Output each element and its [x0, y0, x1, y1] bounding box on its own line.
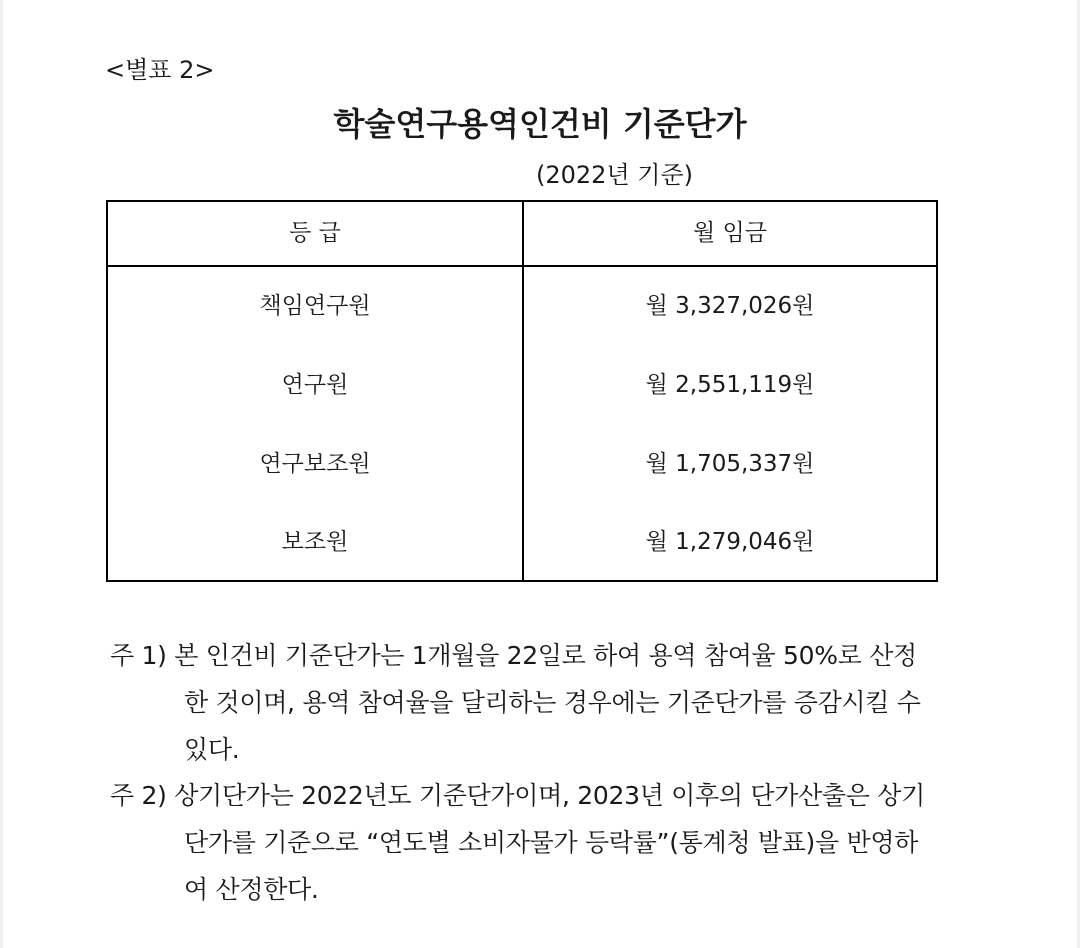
- header-monthly-wage: 월 임금: [693, 220, 767, 246]
- note-1: [110, 632, 980, 773]
- page-title: 학술연구용역인건비 기준단가: [333, 105, 747, 143]
- wage-cell: 월 3,327,026원: [645, 293, 815, 319]
- grade-cell: 책임연구원: [259, 293, 371, 319]
- note-1-line-2: 한 것이며, 용역 참여율을 달리하는 경우에는 기준단가를 증감시킬 수: [184, 688, 921, 717]
- header-grade: 등 급: [289, 220, 341, 246]
- wage-cell: 월 2,551,119원: [645, 372, 815, 398]
- grade-cell: 연구보조원: [259, 451, 371, 477]
- note-2-line-2: 단가를 기준으로 “연도별 소비자물가 등락률”(통계청 발표)을 반영하: [184, 828, 919, 857]
- grade-cell: 연구원: [281, 372, 349, 398]
- table-label: <별표 2>: [105, 56, 215, 84]
- wage-cell: 월 1,279,046원: [645, 529, 815, 555]
- note-1-line-3: 있다.: [184, 735, 240, 764]
- wage-cell: 월 1,705,337원: [645, 451, 815, 477]
- wage-table: [106, 200, 938, 582]
- note-2-line-1: 주 2) 상기단가는 2022년도 기준단가이며, 2023년 이후의 단가산출은 상기: [110, 781, 925, 810]
- basis-year: (2022년 기준): [536, 161, 693, 189]
- note-2: [110, 772, 980, 913]
- note-1-line-1: 주 1) 본 인건비 기준단가는 1개월을 22일로 하여 용역 참여율 50%로 산정: [110, 641, 917, 670]
- note-2-line-3: 여 산정한다.: [184, 875, 319, 904]
- grade-cell: 보조원: [281, 529, 349, 555]
